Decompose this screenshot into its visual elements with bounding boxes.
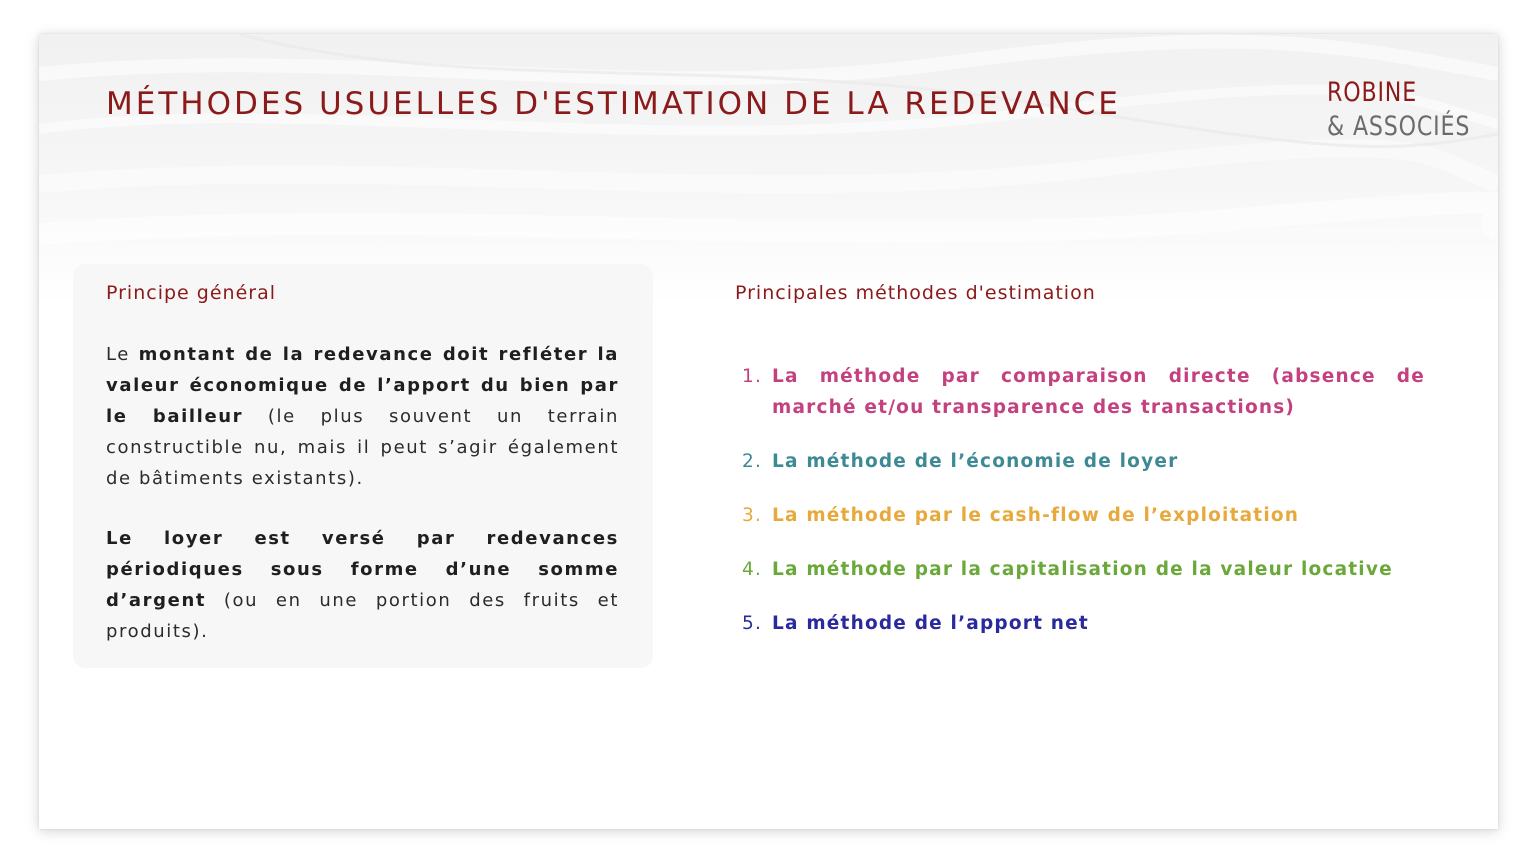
method-item-4 — [735, 554, 1425, 585]
method-text: La méthode par la capitalisation de la valeur locative — [772, 559, 1393, 580]
method-number: 4. — [742, 559, 763, 580]
principle-paragraph-2 — [106, 523, 619, 647]
paragraph-1-text-end: (le plus souvent un terrain constructible nu, mais il peut s’agir également de bâtiments existants). — [106, 406, 619, 489]
method-item-1 — [735, 361, 1425, 423]
method-number: 1. — [742, 366, 763, 387]
page-title: MÉTHODES USUELLES D'ESTIMATION DE LA REDEVANCE — [106, 86, 1121, 122]
slide — [39, 34, 1498, 829]
paragraph-1-text-start: Le — [106, 344, 139, 365]
method-text: La méthode de l’apport net — [772, 613, 1089, 634]
logo-line-robine: ROBINE — [1327, 77, 1418, 108]
methods-list — [735, 361, 1425, 639]
paragraph-2-bold-text: Le loyer est versé par redevances périodiques sous forme d’une somme d’argent — [106, 528, 619, 611]
method-number: 5. — [742, 613, 763, 634]
method-number: 3. — [742, 505, 763, 526]
method-text: La méthode par le cash-flow de l’exploitation — [772, 505, 1300, 526]
principle-panel — [73, 264, 653, 668]
methods-heading: Principales méthodes d'estimation — [735, 282, 1096, 304]
paragraph-1-bold-text: montant de la redevance doit refléter la valeur économique de l’apport du bien par le bailleur — [106, 344, 619, 427]
principle-paragraph-1 — [106, 339, 619, 494]
method-item-3 — [735, 500, 1425, 531]
company-logo — [1327, 76, 1471, 144]
method-text: La méthode de l’économie de loyer — [772, 451, 1179, 472]
method-text: La méthode par comparaison directe (absence de marché et/ou transparence des transactions) — [772, 366, 1425, 418]
principle-heading: Principe général — [106, 282, 276, 304]
logo-line-associes: & ASSOCIÉS — [1327, 111, 1471, 142]
method-number: 2. — [742, 451, 763, 472]
method-item-2 — [735, 446, 1425, 477]
method-item-5 — [735, 608, 1425, 639]
paragraph-2-text-end: (ou en une portion des fruits et produits). — [106, 590, 619, 642]
